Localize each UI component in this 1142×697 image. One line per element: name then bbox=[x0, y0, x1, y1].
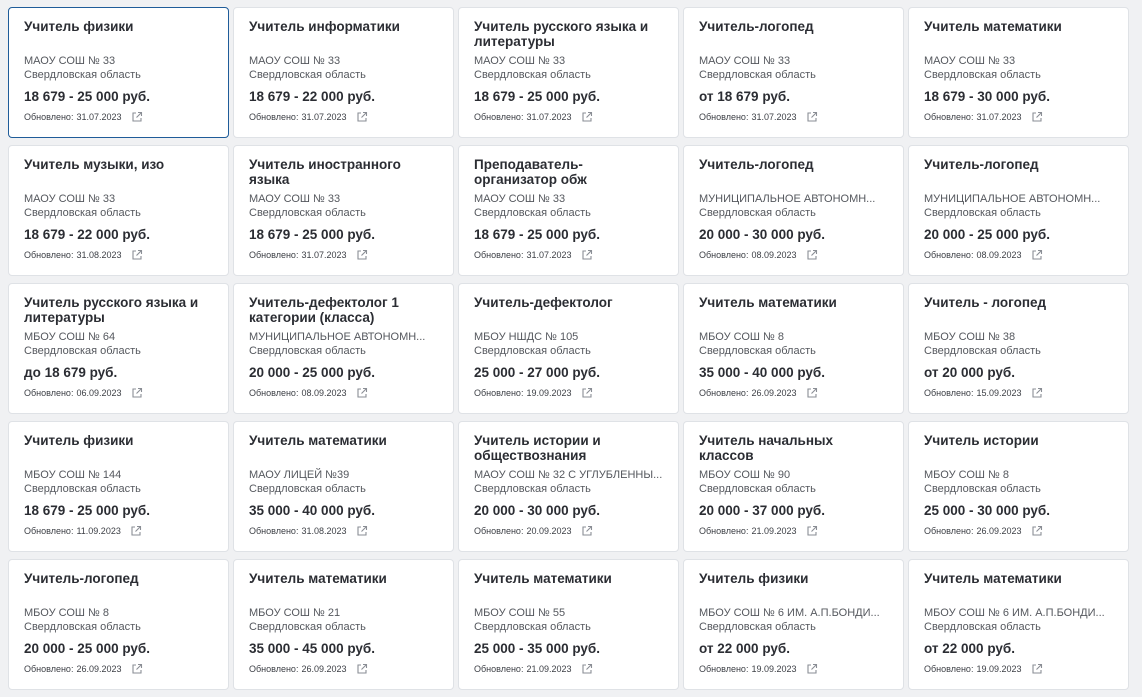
updated-label: Обновлено: bbox=[699, 388, 749, 398]
vacancy-title[interactable]: Учитель математики bbox=[474, 571, 612, 586]
card-footer bbox=[699, 661, 889, 677]
salary: 20 000 - 25 000 руб. bbox=[249, 365, 375, 380]
card-footer bbox=[249, 523, 439, 539]
card-footer bbox=[924, 661, 1114, 677]
updated-label: Обновлено: bbox=[699, 112, 749, 122]
salary: 35 000 - 40 000 руб. bbox=[699, 365, 825, 380]
organization-name: МБОУ СОШ № 8 bbox=[699, 331, 784, 343]
card-footer bbox=[924, 523, 1114, 539]
region-name: Свердловская область bbox=[924, 69, 1041, 81]
organization-name: МБОУ НШДС № 105 bbox=[474, 331, 579, 343]
card-footer bbox=[474, 247, 664, 263]
external-link-icon[interactable] bbox=[581, 525, 593, 537]
vacancy-card[interactable] bbox=[683, 7, 904, 138]
salary: 18 679 - 25 000 руб. bbox=[24, 89, 150, 104]
region-name: Свердловская область bbox=[699, 207, 816, 219]
vacancy-title[interactable]: Учитель музыки, изо bbox=[24, 157, 165, 172]
card-footer bbox=[24, 385, 214, 401]
organization-name: МБОУ СОШ № 90 bbox=[699, 469, 791, 481]
updated-label: Обновлено: bbox=[924, 112, 974, 122]
vacancy-card[interactable] bbox=[908, 145, 1129, 276]
region-name: Свердловская область bbox=[474, 69, 591, 81]
external-link-icon[interactable] bbox=[356, 387, 368, 399]
external-link-icon[interactable] bbox=[131, 249, 143, 261]
updated-label: Обновлено: bbox=[924, 250, 974, 260]
salary: 18 679 - 25 000 руб. bbox=[474, 89, 600, 104]
card-footer bbox=[249, 385, 439, 401]
updated-label: Обновлено: bbox=[24, 526, 74, 536]
salary: 35 000 - 40 000 руб. bbox=[249, 503, 375, 518]
external-link-icon[interactable] bbox=[1031, 249, 1043, 261]
vacancy-card[interactable] bbox=[233, 421, 454, 552]
region-name: Свердловская область bbox=[474, 345, 591, 357]
salary: 25 000 - 27 000 руб. bbox=[474, 365, 600, 380]
updated-date: 26.09.2023 bbox=[751, 388, 797, 398]
region-name: Свердловская область bbox=[924, 483, 1041, 495]
salary: 18 679 - 25 000 руб. bbox=[474, 227, 600, 242]
vacancy-title[interactable]: Учитель математики bbox=[249, 433, 387, 448]
updated-date: 21.09.2023 bbox=[751, 526, 797, 536]
vacancy-card[interactable] bbox=[683, 145, 904, 276]
card-footer bbox=[474, 661, 664, 677]
region-name: Свердловская область bbox=[24, 69, 141, 81]
updated-date: 19.09.2023 bbox=[976, 664, 1022, 674]
vacancy-card[interactable] bbox=[683, 283, 904, 414]
updated-date: 31.07.2023 bbox=[76, 112, 122, 122]
vacancy-title[interactable]: Учитель-логопед bbox=[24, 571, 139, 586]
organization-name: МБОУ СОШ № 144 bbox=[24, 469, 122, 481]
vacancy-title[interactable]: Учитель-логопед bbox=[699, 157, 814, 172]
updated-date: 08.09.2023 bbox=[976, 250, 1022, 260]
vacancy-card[interactable] bbox=[458, 559, 679, 690]
salary: 20 000 - 25 000 руб. bbox=[24, 641, 150, 656]
updated-label: Обновлено: bbox=[24, 388, 74, 398]
organization-name: МУНИЦИПАЛЬНОЕ АВТОНОМН... bbox=[249, 331, 426, 343]
updated-date: 19.09.2023 bbox=[751, 664, 797, 674]
updated-label: Обновлено: bbox=[249, 250, 299, 260]
vacancy-card[interactable] bbox=[233, 559, 454, 690]
organization-name: МАОУ СОШ № 33 bbox=[699, 55, 791, 67]
vacancy-card[interactable] bbox=[458, 7, 679, 138]
region-name: Свердловская область bbox=[699, 345, 816, 357]
vacancy-title[interactable]: Учитель физики bbox=[699, 571, 809, 586]
card-footer bbox=[699, 385, 889, 401]
region-name: Свердловская область bbox=[699, 483, 816, 495]
salary: 18 679 - 22 000 руб. bbox=[24, 227, 150, 242]
salary: от 22 000 руб. bbox=[699, 641, 790, 656]
vacancy-title[interactable]: Учитель истории bbox=[924, 433, 1039, 448]
organization-name: МАОУ СОШ № 32 С УГЛУБЛЕННЫ... bbox=[474, 469, 663, 481]
vacancy-card[interactable] bbox=[8, 559, 229, 690]
organization-name: МУНИЦИПАЛЬНОЕ АВТОНОМН... bbox=[924, 193, 1101, 205]
vacancy-title[interactable]: Учитель - логопед bbox=[924, 295, 1047, 310]
updated-label: Обновлено: bbox=[699, 664, 749, 674]
card-footer bbox=[249, 661, 439, 677]
vacancy-title[interactable]: Учитель русского языка и литературы bbox=[474, 19, 649, 49]
vacancy-card[interactable] bbox=[458, 145, 679, 276]
external-link-icon[interactable] bbox=[806, 525, 818, 537]
updated-label: Обновлено: bbox=[249, 112, 299, 122]
organization-name: МБОУ СОШ № 6 ИМ. А.П.БОНДИ... bbox=[924, 607, 1105, 619]
external-link-icon[interactable] bbox=[1031, 663, 1043, 675]
updated-date: 31.07.2023 bbox=[301, 112, 347, 122]
region-name: Свердловская область bbox=[699, 69, 816, 81]
updated-label: Обновлено: bbox=[924, 388, 974, 398]
updated-label: Обновлено: bbox=[249, 526, 299, 536]
vacancy-title[interactable]: Учитель-дефектолог bbox=[474, 295, 613, 310]
vacancy-card[interactable] bbox=[683, 421, 904, 552]
salary: от 20 000 руб. bbox=[924, 365, 1015, 380]
vacancy-title[interactable]: Учитель физики bbox=[24, 19, 134, 34]
organization-name: МАОУ СОШ № 33 bbox=[24, 193, 116, 205]
external-link-icon[interactable] bbox=[806, 111, 818, 123]
external-link-icon[interactable] bbox=[581, 249, 593, 261]
card-footer bbox=[699, 109, 889, 125]
updated-label: Обновлено: bbox=[24, 250, 74, 260]
external-link-icon[interactable] bbox=[131, 663, 143, 675]
updated-label: Обновлено: bbox=[474, 250, 524, 260]
organization-name: МАОУ СОШ № 33 bbox=[249, 55, 341, 67]
external-link-icon[interactable] bbox=[131, 111, 143, 123]
organization-name: МАОУ СОШ № 33 bbox=[924, 55, 1016, 67]
region-name: Свердловская область bbox=[249, 69, 366, 81]
salary: от 18 679 руб. bbox=[699, 89, 790, 104]
vacancy-card[interactable] bbox=[683, 559, 904, 690]
vacancy-grid bbox=[8, 7, 1134, 690]
vacancy-title[interactable]: Преподаватель-организатор обж bbox=[474, 157, 587, 187]
updated-date: 19.09.2023 bbox=[526, 388, 572, 398]
card-footer bbox=[699, 247, 889, 263]
external-link-icon[interactable] bbox=[806, 387, 818, 399]
region-name: Свердловская область bbox=[24, 621, 141, 633]
updated-date: 08.09.2023 bbox=[751, 250, 797, 260]
updated-label: Обновлено: bbox=[924, 664, 974, 674]
vacancy-card[interactable] bbox=[458, 421, 679, 552]
vacancy-card[interactable] bbox=[458, 283, 679, 414]
salary: 18 679 - 22 000 руб. bbox=[249, 89, 375, 104]
vacancy-card[interactable] bbox=[908, 283, 1129, 414]
external-link-icon[interactable] bbox=[581, 387, 593, 399]
vacancy-title[interactable]: Учитель начальных классов bbox=[699, 433, 834, 463]
card-footer bbox=[249, 109, 439, 125]
external-link-icon[interactable] bbox=[1031, 387, 1043, 399]
card-footer bbox=[924, 385, 1114, 401]
region-name: Свердловская область bbox=[249, 621, 366, 633]
organization-name: МАОУ СОШ № 33 bbox=[474, 193, 566, 205]
vacancy-card[interactable] bbox=[233, 7, 454, 138]
vacancy-title[interactable]: Учитель-логопед bbox=[924, 157, 1039, 172]
card-footer bbox=[924, 109, 1114, 125]
vacancy-card[interactable] bbox=[8, 145, 229, 276]
vacancy-title[interactable]: Учитель-логопед bbox=[699, 19, 814, 34]
region-name: Свердловская область bbox=[474, 207, 591, 219]
updated-date: 31.07.2023 bbox=[301, 250, 347, 260]
vacancy-title[interactable]: Учитель физики bbox=[24, 433, 134, 448]
external-link-icon[interactable] bbox=[356, 249, 368, 261]
organization-name: МАОУ СОШ № 33 bbox=[474, 55, 566, 67]
salary: 18 679 - 25 000 руб. bbox=[24, 503, 150, 518]
vacancy-card[interactable] bbox=[8, 7, 229, 138]
updated-label: Обновлено: bbox=[24, 664, 74, 674]
organization-name: МУНИЦИПАЛЬНОЕ АВТОНОМН... bbox=[699, 193, 876, 205]
vacancy-card[interactable] bbox=[233, 145, 454, 276]
external-link-icon[interactable] bbox=[356, 663, 368, 675]
card-footer bbox=[699, 523, 889, 539]
external-link-icon[interactable] bbox=[131, 387, 143, 399]
salary: 20 000 - 37 000 руб. bbox=[699, 503, 825, 518]
updated-label: Обновлено: bbox=[699, 250, 749, 260]
updated-label: Обновлено: bbox=[924, 526, 974, 536]
organization-name: МАОУ ЛИЦЕЙ №39 bbox=[249, 469, 350, 481]
organization-name: МАОУ СОШ № 33 bbox=[24, 55, 116, 67]
updated-label: Обновлено: bbox=[24, 112, 74, 122]
updated-date: 26.09.2023 bbox=[976, 526, 1022, 536]
updated-date: 31.07.2023 bbox=[526, 250, 572, 260]
updated-date: 31.08.2023 bbox=[76, 250, 122, 260]
card-footer bbox=[24, 109, 214, 125]
region-name: Свердловская область bbox=[699, 621, 816, 633]
salary: от 22 000 руб. bbox=[924, 641, 1015, 656]
vacancy-card[interactable] bbox=[233, 283, 454, 414]
updated-date: 31.08.2023 bbox=[301, 526, 347, 536]
card-footer bbox=[474, 523, 664, 539]
vacancy-card[interactable] bbox=[8, 421, 229, 552]
updated-label: Обновлено: bbox=[474, 526, 524, 536]
region-name: Свердловская область bbox=[924, 621, 1041, 633]
salary: 20 000 - 30 000 руб. bbox=[474, 503, 600, 518]
vacancy-card[interactable] bbox=[908, 559, 1129, 690]
organization-name: МБОУ СОШ № 21 bbox=[249, 607, 341, 619]
updated-label: Обновлено: bbox=[699, 526, 749, 536]
card-footer bbox=[24, 523, 214, 539]
vacancy-title[interactable]: Учитель иностранного языка bbox=[249, 157, 401, 187]
updated-date: 26.09.2023 bbox=[76, 664, 122, 674]
region-name: Свердловская область bbox=[24, 207, 141, 219]
region-name: Свердловская область bbox=[249, 207, 366, 219]
card-footer bbox=[249, 247, 439, 263]
region-name: Свердловская область bbox=[924, 345, 1041, 357]
updated-date: 31.07.2023 bbox=[976, 112, 1022, 122]
external-link-icon[interactable] bbox=[130, 525, 142, 537]
organization-name: МБОУ СОШ № 38 bbox=[924, 331, 1016, 343]
updated-date: 06.09.2023 bbox=[76, 388, 122, 398]
updated-date: 20.09.2023 bbox=[526, 526, 572, 536]
salary: 35 000 - 45 000 руб. bbox=[249, 641, 375, 656]
vacancy-title[interactable]: Учитель-дефектолог 1 категории (класса) bbox=[249, 295, 399, 325]
region-name: Свердловская область bbox=[249, 345, 366, 357]
card-footer bbox=[24, 661, 214, 677]
vacancy-title[interactable]: Учитель математики bbox=[924, 571, 1062, 586]
card-footer bbox=[924, 247, 1114, 263]
vacancy-title[interactable]: Учитель русского языка и литературы bbox=[24, 295, 199, 325]
organization-name: МБОУ СОШ № 64 bbox=[24, 331, 116, 343]
updated-date: 21.09.2023 bbox=[526, 664, 572, 674]
external-link-icon[interactable] bbox=[806, 249, 818, 261]
vacancy-title[interactable]: Учитель истории и обществознания bbox=[474, 433, 601, 463]
external-link-icon[interactable] bbox=[806, 663, 818, 675]
vacancy-title[interactable]: Учитель математики bbox=[699, 295, 837, 310]
vacancy-title[interactable]: Учитель математики bbox=[249, 571, 387, 586]
updated-date: 11.09.2023 bbox=[76, 526, 121, 536]
organization-name: МБОУ СОШ № 6 ИМ. А.П.БОНДИ... bbox=[699, 607, 880, 619]
salary: 25 000 - 35 000 руб. bbox=[474, 641, 600, 656]
organization-name: МАОУ СОШ № 33 bbox=[249, 193, 341, 205]
external-link-icon[interactable] bbox=[356, 525, 368, 537]
external-link-icon[interactable] bbox=[356, 111, 368, 123]
updated-label: Обновлено: bbox=[249, 664, 299, 674]
salary: 20 000 - 30 000 руб. bbox=[699, 227, 825, 242]
region-name: Свердловская область bbox=[24, 345, 141, 357]
salary: 18 679 - 30 000 руб. bbox=[924, 89, 1050, 104]
updated-date: 31.07.2023 bbox=[751, 112, 797, 122]
external-link-icon[interactable] bbox=[1031, 111, 1043, 123]
salary: 18 679 - 25 000 руб. bbox=[249, 227, 375, 242]
card-footer bbox=[24, 247, 214, 263]
salary: до 18 679 руб. bbox=[24, 365, 118, 380]
vacancy-title[interactable]: Учитель информатики bbox=[249, 19, 400, 34]
updated-label: Обновлено: bbox=[474, 112, 524, 122]
updated-label: Обновлено: bbox=[249, 388, 299, 398]
region-name: Свердловская область bbox=[474, 621, 591, 633]
updated-label: Обновлено: bbox=[474, 664, 524, 674]
updated-date: 08.09.2023 bbox=[301, 388, 347, 398]
organization-name: МБОУ СОШ № 8 bbox=[24, 607, 109, 619]
vacancy-card[interactable] bbox=[908, 421, 1129, 552]
vacancy-card[interactable] bbox=[908, 7, 1129, 138]
updated-date: 31.07.2023 bbox=[526, 112, 572, 122]
updated-label: Обновлено: bbox=[474, 388, 524, 398]
external-link-icon[interactable] bbox=[581, 663, 593, 675]
region-name: Свердловская область bbox=[924, 207, 1041, 219]
vacancy-card[interactable] bbox=[8, 283, 229, 414]
salary: 20 000 - 25 000 руб. bbox=[924, 227, 1050, 242]
updated-date: 15.09.2023 bbox=[976, 388, 1022, 398]
card-footer bbox=[474, 385, 664, 401]
region-name: Свердловская область bbox=[24, 483, 141, 495]
updated-date: 26.09.2023 bbox=[301, 664, 347, 674]
vacancy-title[interactable]: Учитель математики bbox=[924, 19, 1062, 34]
external-link-icon[interactable] bbox=[1031, 525, 1043, 537]
region-name: Свердловская область bbox=[474, 483, 591, 495]
organization-name: МБОУ СОШ № 55 bbox=[474, 607, 566, 619]
salary: 25 000 - 30 000 руб. bbox=[924, 503, 1050, 518]
card-footer bbox=[474, 109, 664, 125]
region-name: Свердловская область bbox=[249, 483, 366, 495]
external-link-icon[interactable] bbox=[581, 111, 593, 123]
organization-name: МБОУ СОШ № 8 bbox=[924, 469, 1009, 481]
